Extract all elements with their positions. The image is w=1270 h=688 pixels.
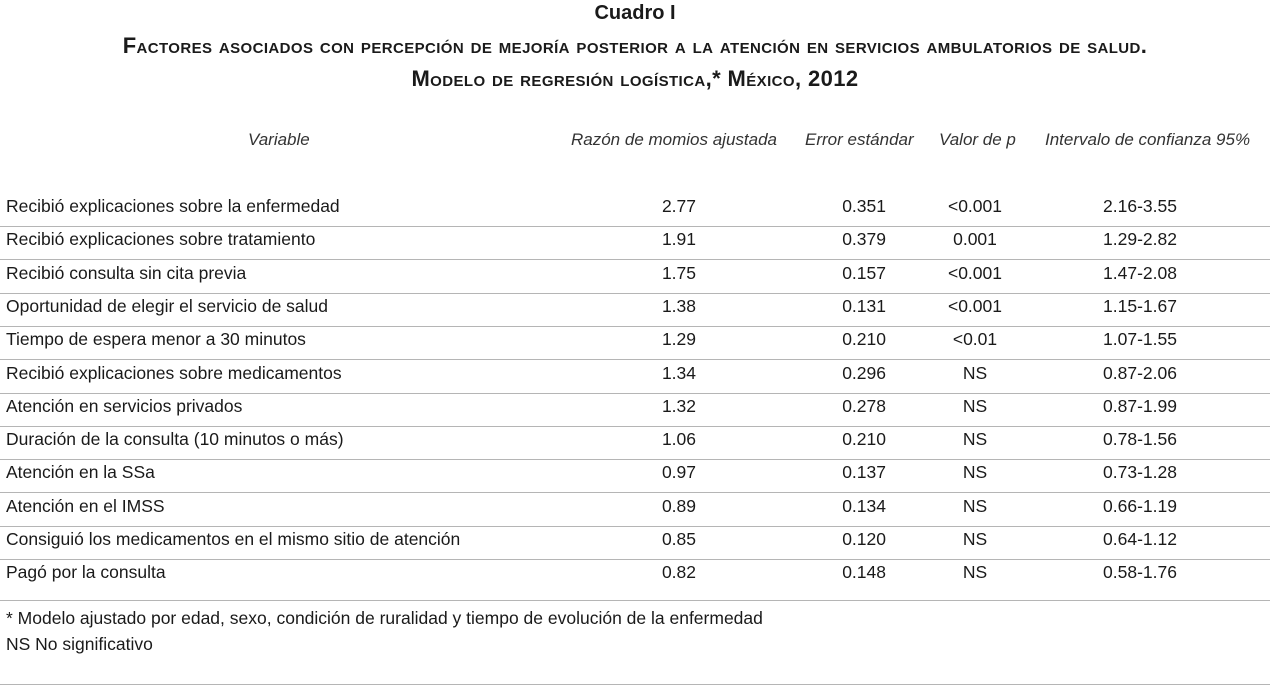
cell-p-value: NS [962,495,988,516]
cell-ci95: 0.64-1.12 [1103,529,1177,549]
table-title-line-1: Factores asociados con percepción de mejoría posterior a la atención en servicios ambulatorios de salud. [122,33,1148,58]
cell-p-value: <0.001 [947,196,1002,216]
row-divider [0,526,1270,527]
row-divider [0,326,1270,327]
cell-ci95: 0.73-1.28 [1103,462,1177,483]
cell-odds-ratio: 1.29 [661,329,696,350]
cell-variable: Atención en la SSa [6,462,155,483]
cell-variable: Pagó por la consulta [6,562,166,583]
cell-ci95: 1.07-1.55 [1103,329,1177,350]
cell-p-value: NS [962,362,988,383]
cell-ci95: 0.87-2.06 [1103,362,1177,383]
cell-odds-ratio: 1.91 [661,229,696,250]
header-p-value: Valor de p [939,130,1016,149]
cell-p-value: <0.001 [947,262,1002,283]
cell-ci95: 2.16-3.55 [1103,196,1177,216]
cell-p-value: NS [962,429,988,450]
cell-std-error: 0.120 [842,529,886,549]
cell-std-error: 0.210 [842,329,886,350]
cell-odds-ratio: 1.06 [661,429,696,450]
cell-odds-ratio: 0.82 [661,562,696,583]
table-title-line-2: Modelo de regresión logística,* México, 2012 [411,66,859,91]
header-variable: Variable [248,130,310,149]
row-divider [0,426,1270,427]
footnote-ns: NS No significativo [6,634,153,654]
cell-ci95: 1.29-2.82 [1103,229,1177,250]
cell-std-error: 0.134 [842,495,886,516]
cell-p-value: NS [962,462,988,483]
row-divider [0,492,1270,493]
cell-variable: Duración de la consulta (10 minutos o más) [6,429,344,450]
cell-ci95: 0.87-1.99 [1103,395,1177,416]
cell-odds-ratio: 0.89 [661,495,696,516]
cell-odds-ratio: 1.38 [661,295,696,316]
cell-odds-ratio: 0.97 [661,462,696,483]
row-divider [0,359,1270,360]
row-divider [0,559,1270,560]
cell-variable: Atención en el IMSS [6,495,165,516]
cell-std-error: 0.137 [842,462,886,483]
table-label: Cuadro I [594,2,676,24]
cell-odds-ratio: 1.34 [661,362,696,383]
cell-variable: Atención en servicios privados [6,395,243,416]
cell-variable: Recibió explicaciones sobre tratamiento [6,229,316,250]
cell-p-value: NS [962,562,988,583]
cell-std-error: 0.296 [842,362,886,383]
cell-variable: Recibió consulta sin cita previa [6,262,247,283]
row-divider [0,293,1270,294]
cell-variable: Recibió explicaciones sobre medicamentos [6,362,342,383]
cell-p-value: NS [962,529,988,549]
row-divider [0,393,1270,394]
cell-ci95: 1.15-1.67 [1103,295,1177,316]
cell-std-error: 0.351 [842,196,886,216]
cell-p-value: <0.01 [952,329,998,350]
header-ci95: Intervalo de confianza 95% [1045,130,1251,149]
cell-std-error: 0.157 [842,262,886,283]
cell-odds-ratio: 1.32 [661,395,696,416]
footnote-model: * Modelo ajustado por edad, sexo, condición de ruralidad y tiempo de evolución de la enfermedad [6,608,763,628]
page-bottom-rule [0,684,1270,685]
table-bottom-rule [0,600,1270,601]
cell-p-value: 0.001 [953,229,997,250]
cell-std-error: 0.379 [842,229,886,250]
cell-std-error: 0.278 [842,395,886,416]
cell-ci95: 0.78-1.56 [1103,429,1177,450]
cell-odds-ratio: 0.85 [661,529,696,549]
header-std-error: Error estándar [805,130,914,149]
cell-odds-ratio: 1.75 [661,262,696,283]
header-odds-ratio: Razón de momios ajustada [571,130,778,149]
cell-std-error: 0.210 [842,429,886,450]
cell-std-error: 0.131 [842,295,886,316]
cell-p-value: <0.001 [947,295,1002,316]
cell-variable: Consiguió los medicamentos en el mismo sitio de atención [6,529,461,549]
row-divider [0,459,1270,460]
cell-ci95: 0.66-1.19 [1103,495,1177,516]
row-divider [0,226,1270,227]
cell-odds-ratio: 2.77 [661,196,696,216]
row-divider [0,259,1270,260]
cell-ci95: 0.58-1.76 [1103,562,1177,583]
cell-variable: Oportunidad de elegir el servicio de salud [6,295,328,316]
cell-variable: Tiempo de espera menor a 30 minutos [6,329,306,350]
cell-p-value: NS [962,395,988,416]
cell-variable: Recibió explicaciones sobre la enfermedad [6,196,340,216]
cell-ci95: 1.47-2.08 [1103,262,1177,283]
cell-std-error: 0.148 [842,562,886,583]
